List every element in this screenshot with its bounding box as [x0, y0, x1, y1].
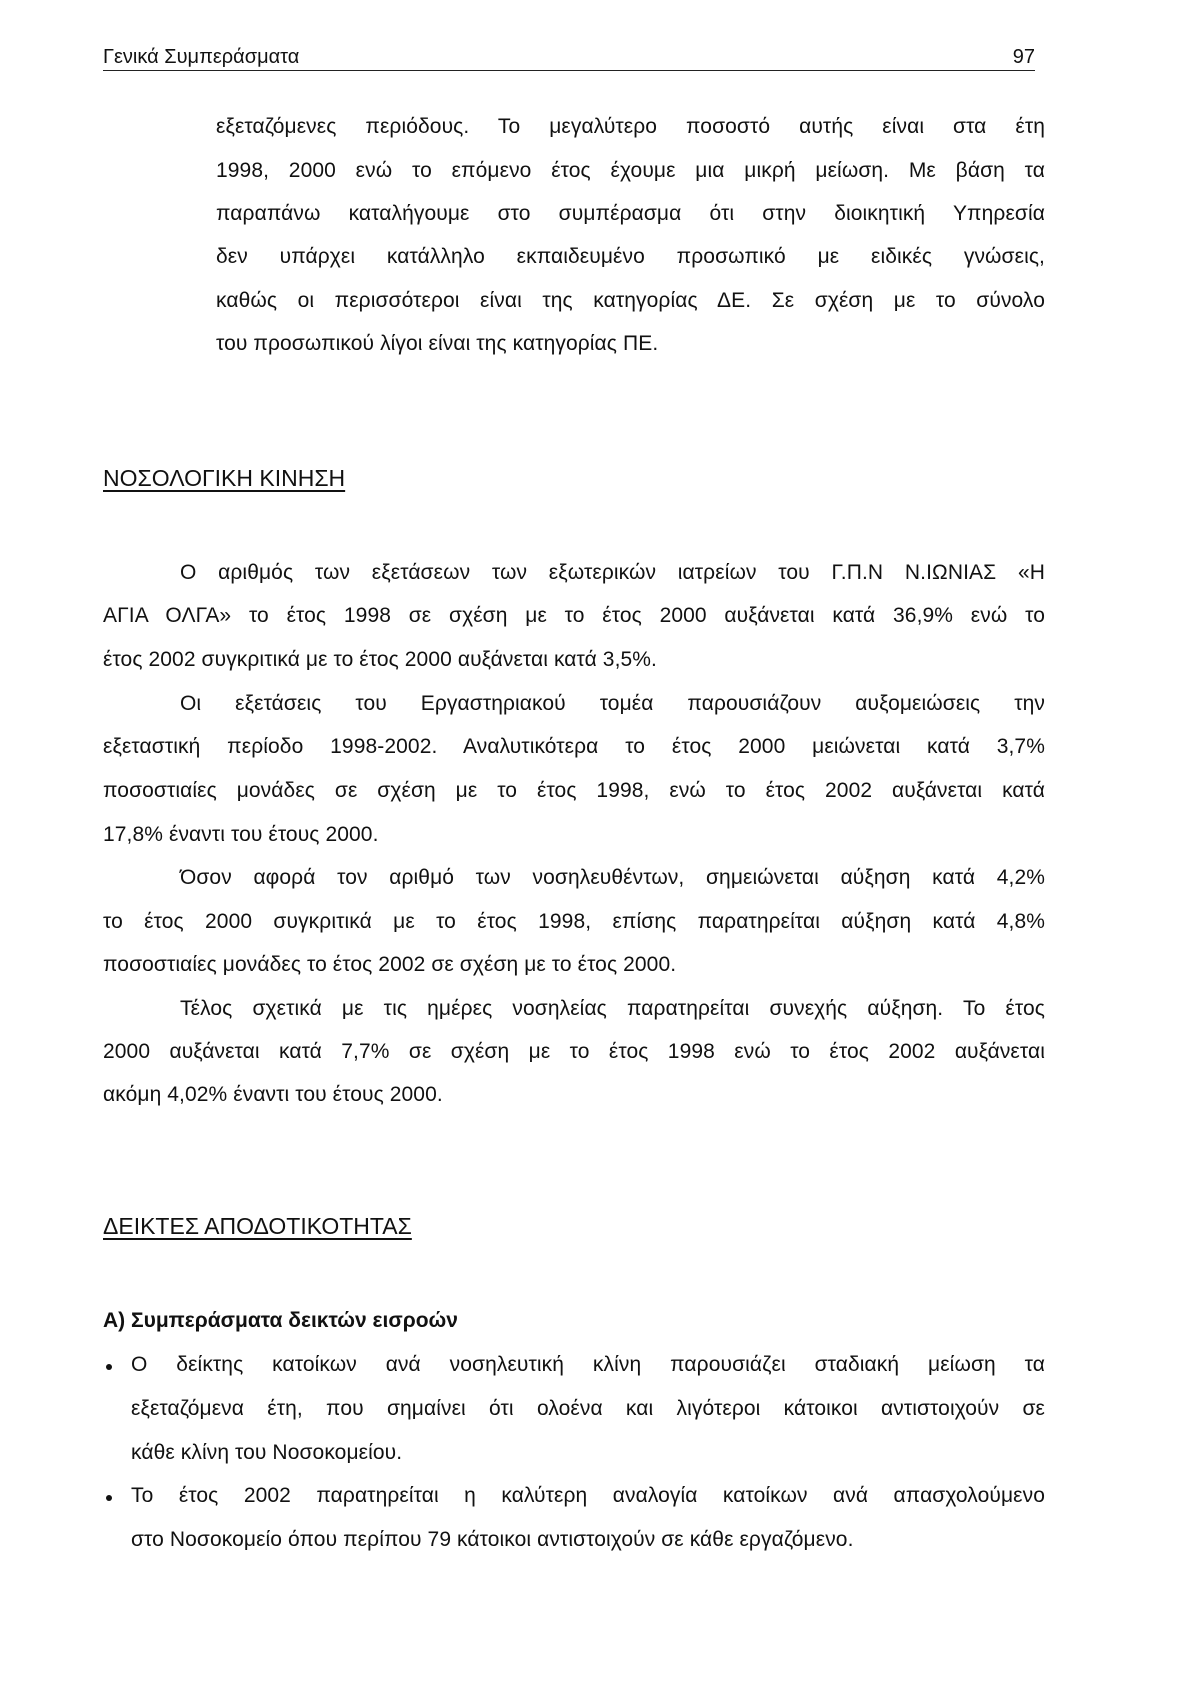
bullet-icon [106, 1364, 112, 1370]
text-line: το έτος 2000 συγκριτικά με το έτος 1998, επίσης παρατηρείται αύξηση κατά 4,8% [103, 910, 1045, 933]
text-line: ποσοστιαίες μονάδες σε σχέση με το έτος 1998, ενώ το έτος 2002 αυξάνεται κατά [103, 779, 1045, 802]
bullet-item-line: εξεταζόμενα έτη, που σημαίνει ότι ολοένα και λιγότεροι κάτοικοι αντιστοιχούν σε [131, 1397, 1045, 1420]
page-number: 97 [1012, 46, 1035, 68]
bullet-item-line: Ο δείκτης κατοίκων ανά νοσηλευτική κλίνη παρουσιάζει σταδιακή μείωση τα [131, 1353, 1045, 1376]
text-line: παραπάνω καταλήγουμε στο συμπέρασμα ότι στην διοικητική Υπηρεσία [216, 202, 1045, 225]
text-line: Οι εξετάσεις του Εργαστηριακού τομέα παρουσιάζουν αυξομειώσεις την [180, 692, 1045, 715]
text-line: 2000 αυξάνεται κατά 7,7% σε σχέση με το έτος 1998 ενώ το έτος 2002 αυξάνεται [103, 1040, 1045, 1063]
section-heading-deiktes: ΔΕΙΚΤΕΣ ΑΠΟΔΟΤΙΚΟΤΗΤΑΣ [103, 1213, 412, 1239]
text-line: ΑΓΙΑ ΟΛΓΑ» το έτος 1998 σε σχέση με το έτος 2000 αυξάνεται κατά 36,9% ενώ το [103, 604, 1045, 627]
text-line: καθώς οι περισσότεροι είναι της κατηγορίας ΔΕ. Σε σχέση με το σύνολο [216, 289, 1045, 312]
text-line: εξεταστική περίοδο 1998-2002. Αναλυτικότερα το έτος 2000 μειώνεται κατά 3,7% [103, 735, 1045, 758]
text-line: 1998, 2000 ενώ το επόμενο έτος έχουμε μια μικρή μείωση. Με βάση τα [216, 159, 1045, 182]
bullet-item-line: Το έτος 2002 παρατηρείται η καλύτερη αναλογία κατοίκων ανά απασχολούμενο [131, 1484, 1045, 1507]
bullet-icon [106, 1495, 112, 1501]
bullet-item-line: κάθε κλίνη του Νοσοκομείου. [131, 1441, 403, 1464]
subheading-eisroes: Α) Συμπεράσματα δεικτών εισροών [103, 1309, 458, 1332]
text-line: του προσωπικού λίγοι είναι της κατηγορίας ΠΕ. [216, 332, 659, 355]
running-header [103, 46, 1035, 71]
text-line: δεν υπάρχει κατάλληλο εκπαιδευμένο προσωπικό με ειδικές γνώσεις, [216, 245, 1045, 268]
text-line: έτος 2002 συγκριτικά με το έτος 2000 αυξάνεται κατά 3,5%. [103, 648, 657, 671]
text-line: Ο αριθμός των εξετάσεων των εξωτερικών ιατρείων του Γ.Π.Ν Ν.ΙΩΝΙΑΣ «Η [180, 561, 1045, 584]
text-line: Όσον αφορά τον αριθμό των νοσηλευθέντων, σημειώνεται αύξηση κατά 4,2% [180, 866, 1045, 889]
section-heading-nosologiki: ΝΟΣΟΛΟΓΙΚΗ ΚΙΝΗΣΗ [103, 465, 346, 491]
text-line: 17,8% έναντι του έτους 2000. [103, 823, 379, 846]
text-line: ακόμη 4,02% έναντι του έτους 2000. [103, 1083, 443, 1106]
text-line: εξεταζόμενες περιόδους. Το μεγαλύτερο ποσοστό αυτής είναι στα έτη [216, 115, 1045, 138]
bullet-item-line: στο Νοσοκομείο όπου περίπου 79 κάτοικοι αντιστοιχούν σε κάθε εργαζόμενο. [131, 1528, 854, 1551]
header-title: Γενικά Συμπεράσματα [103, 46, 300, 68]
text-line: Τέλος σχετικά με τις ημέρες νοσηλείας παρατηρείται συνεχής αύξηση. Το έτος [180, 997, 1045, 1020]
text-line: ποσοστιαίες μονάδες το έτος 2002 σε σχέση με το έτος 2000. [103, 953, 677, 976]
